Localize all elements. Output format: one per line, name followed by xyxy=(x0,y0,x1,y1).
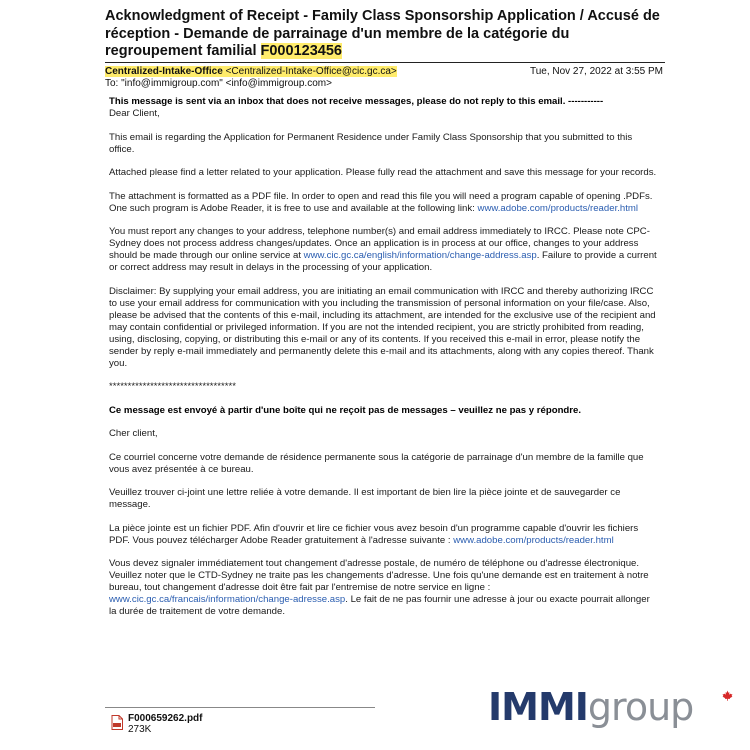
attachment-filename[interactable]: F000659262.pdf xyxy=(128,713,203,724)
pdf-icon xyxy=(111,715,123,730)
attachment-item[interactable] xyxy=(111,713,203,735)
changement-adresse-text-end: . Le fait de ne pas fournir une adresse à jour ou exacte pourrait allonger la durée de traitement de votre demande. xyxy=(109,594,650,617)
paragraph-demande: Ce courriel concerne votre demande de résidence permanente sous la catégorie de parrainage d'un membre de la famille que vous avez présentée à ce bureau. xyxy=(109,451,644,475)
no-reply-notice-en: This message is sent via an inbox that does not receive messages, please do not reply to this email. ----------- xyxy=(109,96,604,107)
changement-adresse-text: Vous devez signaler immédiatement tout changement d'adresse postale, de numéro de téléphone ou d'adresse électronique. Veuillez noter que le CTD-Sydney ne traite pas les changements d'adresse. Une fois qu'une demande est en traitement à notre bureau, tout changement d'adresse doit être fait par l'entremise de notre service en ligne : xyxy=(109,558,649,593)
paragraph-attachment: Attached please find a letter related to your application. Please fully read the attachment and save this message for your records. xyxy=(109,167,657,178)
greeting-fr: Cher client, xyxy=(109,428,158,439)
paragraph-address-change xyxy=(109,226,657,274)
sender-line xyxy=(105,66,397,78)
subject-file-number: F000123456 xyxy=(260,43,342,59)
immigroup-logo xyxy=(488,685,694,729)
no-reply-notice-fr: Ce message est envoyé à partir d'une boîte qui ne reçoit pas de messages – veuillez ne pas y répondre. xyxy=(109,404,582,416)
attachment-size: 273K xyxy=(128,724,152,735)
adobe-reader-link-en[interactable]: www.adobe.com/products/reader.html xyxy=(477,202,639,214)
paragraph-application: This email is regarding the Application for Permanent Residence under Family Class Sponsorship that you submitted to this office. xyxy=(109,131,633,155)
paragraph-fichier-pdf xyxy=(109,523,657,547)
email-body xyxy=(109,96,657,630)
paragraph-pdf-format xyxy=(109,191,657,215)
greeting-en: Dear Client, xyxy=(109,108,160,119)
adobe-reader-link-fr[interactable]: www.adobe.com/products/reader.html xyxy=(453,534,614,546)
logo-part-group: group xyxy=(587,685,694,729)
subject-text: Acknowledgment of Receipt - Family Class Sponsorship Application / Accusé de réception - Demande de parrainage d'un membre de la catégorie du regroupement familial xyxy=(105,8,660,59)
recipient-line: To: "info@immigroup.com" <info@immigroup.com> xyxy=(105,78,332,89)
address-change-text: You must report any changes to your address, telephone number(s) and email address immediately to IRCC. Please note CPC-Sydney does not process address changes/updates. Once an application is in process at our office, changes to your address should be made through our online service at xyxy=(109,226,650,261)
change-address-link-fr[interactable]: www.cic.gc.ca/francais/information/change-adresse.asp xyxy=(109,594,346,605)
email-date: Tue, Nov 27, 2022 at 3:55 PM xyxy=(529,66,663,77)
paragraph-changement-adresse xyxy=(109,558,657,618)
sender-email[interactable]: <Centralized-Intake-Office@cic.gc.ca> xyxy=(225,66,397,77)
email-subject xyxy=(105,8,670,61)
pdf-format-text: The attachment is formatted as a PDF file. In order to open and read this file you will need a program capable of opening .PDFs. One such program is Adobe Reader, it is free to use and available at the following link: xyxy=(109,190,653,214)
paragraph-disclaimer: Disclaimer: By supplying your email address, you are initiating an email communication with IRCC and thereby authorizing IRCC to use your email address for communication with you including the transmission of personal information on your file/case. Also, please be advised that the contents of this e-mail, including its attachment, are intended for the exclusive use of the recipient and may contain confidential or privileged information. If you are not the intended recipient, you are strictly prohibited from reading, using, disclosing, copying, or distributing this e-mail or any of its contents. If you received this e-mail in error, please notify the sender by reply e-mail immediately and permanently delete this e-mail and its attachments, along with any copies thereof. Thank you. xyxy=(109,285,656,369)
sender-name[interactable]: Centralized-Intake-Office xyxy=(105,66,223,77)
attachment-divider xyxy=(105,707,375,708)
separator-stars: ********************************** xyxy=(109,381,236,392)
address-change-text-end: . Failure to provide a current or correct address may result in delays in the processing of your application. xyxy=(109,250,657,273)
paragraph-piece-jointe: Veuillez trouver ci-joint une lettre reliée à votre demande. Il est important de bien lire la pièce jointe et de sauvegarder ce message. xyxy=(109,487,621,510)
logo-part-immi: IMMI xyxy=(488,685,588,729)
maple-leaf-icon xyxy=(722,690,733,701)
header-divider xyxy=(105,62,665,63)
fichier-pdf-text: La pièce jointe est un fichier PDF. Afin d'ouvrir et lire ce fichier vous avez besoin d'un programme capable d'ouvrir les fichiers PDF. Vous pouvez télécharger Adobe Reader gratuitement à l'adresse suivante : xyxy=(109,522,639,546)
change-address-link-en[interactable]: www.cic.gc.ca/english/information/change-address.asp xyxy=(303,250,537,261)
